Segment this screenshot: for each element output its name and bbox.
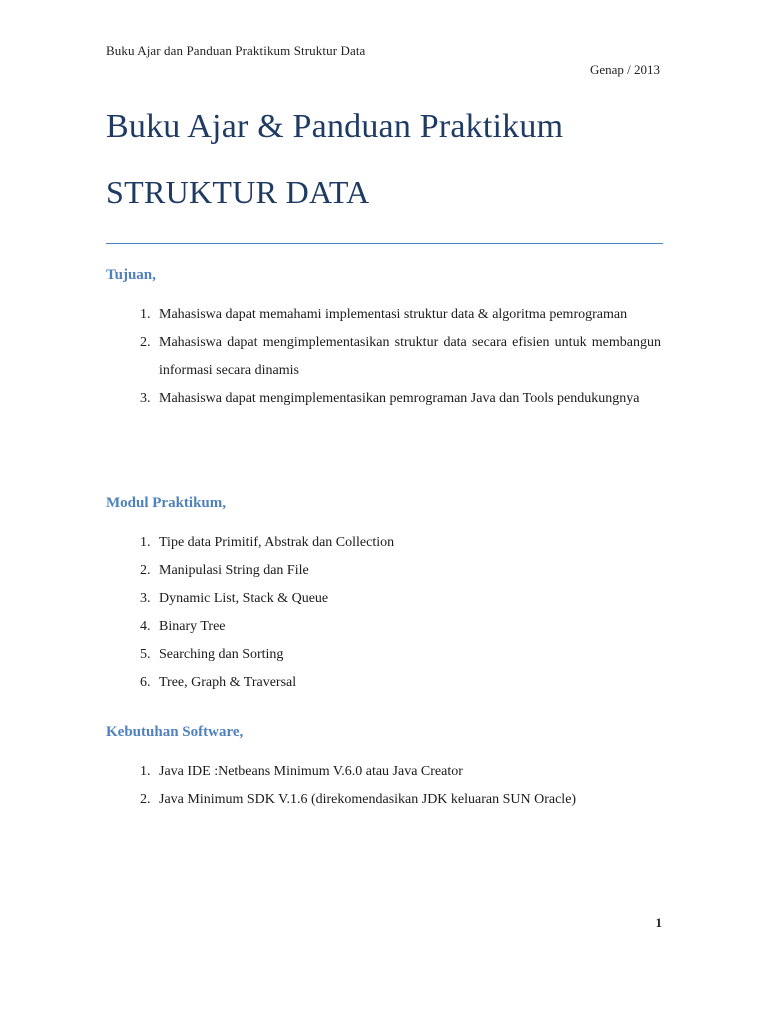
- list-item-text: Dynamic List, Stack & Queue: [159, 591, 329, 606]
- list-item-text: Tree, Graph & Traversal: [159, 675, 297, 690]
- list-item-number: 4.: [140, 619, 151, 634]
- page-number: 1: [655, 915, 662, 930]
- list-item-number: 1.: [140, 307, 151, 322]
- list-item: [106, 329, 661, 385]
- list-item-number: 2.: [140, 563, 151, 578]
- list-item: [106, 613, 661, 641]
- tujuan-list: [106, 301, 661, 413]
- list-item: [106, 585, 661, 613]
- list-item-text: Mahasiswa dapat mengimplementasikan pemrograman Java dan Tools pendukungnya: [159, 391, 640, 406]
- list-item-number: 2.: [140, 792, 151, 807]
- list-item-text: Java IDE :Netbeans Minimum V.6.0 atau Java Creator: [159, 764, 463, 779]
- list-item: [106, 758, 661, 786]
- section-heading-software: Kebutuhan Software,: [106, 724, 244, 740]
- section-heading-tujuan: Tujuan,: [106, 267, 156, 283]
- list-item: [106, 786, 661, 814]
- list-item-text: Mahasiswa dapat mengimplementasikan struktur data secara efisien untuk membangun informasi secara dinamis: [159, 335, 661, 378]
- list-item-text: Tipe data Primitif, Abstrak dan Collection: [159, 535, 395, 550]
- section-heading-modul: Modul Praktikum,: [106, 495, 227, 511]
- list-item-text: Manipulasi String dan File: [159, 563, 309, 578]
- list-item-text: Searching dan Sorting: [159, 647, 284, 662]
- list-item-number: 2.: [140, 335, 151, 350]
- list-item: [106, 529, 661, 557]
- document-subject: STRUKTUR DATA: [106, 174, 370, 210]
- list-item-number: 3.: [140, 391, 151, 406]
- document-title: Buku Ajar & Panduan Praktikum: [106, 108, 564, 145]
- list-item-number: 1.: [140, 535, 151, 550]
- list-item: [106, 385, 661, 413]
- semester-label: Genap / 2013: [589, 62, 660, 77]
- title-divider: [106, 243, 663, 244]
- list-item-text: Mahasiswa dapat memahami implementasi struktur data & algoritma pemrograman: [159, 307, 628, 322]
- list-item-number: 1.: [140, 764, 151, 779]
- list-item-text: Binary Tree: [159, 619, 226, 634]
- list-item-number: 5.: [140, 647, 151, 662]
- running-header: Buku Ajar dan Panduan Praktikum Struktur Data: [106, 43, 366, 58]
- list-item-number: 6.: [140, 675, 151, 690]
- list-item: [106, 557, 661, 585]
- modul-list: [106, 529, 661, 697]
- list-item: [106, 301, 661, 329]
- list-item: [106, 641, 661, 669]
- software-list: [106, 758, 661, 814]
- list-item: [106, 669, 661, 697]
- list-item-number: 3.: [140, 591, 151, 606]
- list-item-text: Java Minimum SDK V.1.6 (direkomendasikan JDK keluaran SUN Oracle): [159, 792, 577, 807]
